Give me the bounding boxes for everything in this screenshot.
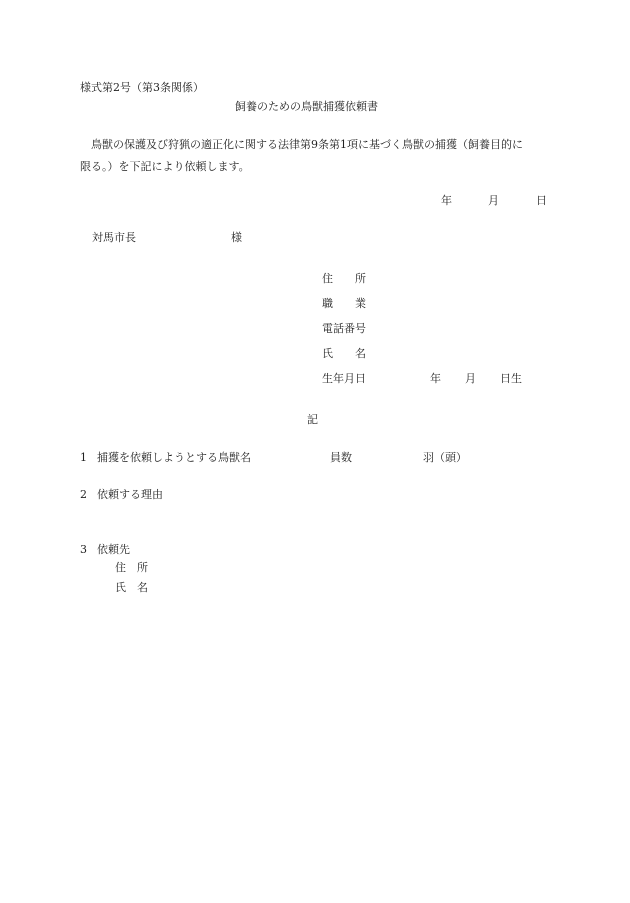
item-2-number: 2 — [80, 488, 87, 501]
item-1-count-label: 員数 — [330, 451, 352, 464]
applicant-birth-year: 年 — [430, 372, 441, 385]
item-2-label: 依頼する理由 — [97, 488, 163, 501]
addressee-honorific: 様 — [231, 231, 242, 244]
item-1-number: 1 — [80, 451, 87, 464]
applicant-birth-day: 日生 — [500, 372, 522, 385]
intro-paragraph — [80, 134, 550, 178]
item-3-label: 依頼先 — [97, 543, 130, 556]
date-month: 月 — [488, 194, 499, 207]
date-day: 日 — [536, 194, 547, 207]
item-1-unit: 羽（頭） — [423, 451, 467, 464]
applicant-birth-month: 月 — [465, 372, 476, 385]
item-3-number: 3 — [80, 543, 87, 556]
item-1-label: 捕獲を依頼しようとする鳥獣名 — [97, 451, 251, 464]
applicant-phone-label: 電話番号 — [322, 322, 366, 335]
applicant-address-label: 住 所 — [322, 272, 366, 285]
date-year: 年 — [441, 194, 452, 207]
applicant-name-label: 氏 名 — [322, 347, 366, 360]
intro-line-2: 限る。）を下記により依頼します。 — [80, 160, 250, 173]
item-3-address-label: 住 所 — [115, 561, 148, 574]
intro-line-1: 鳥獣の保護及び狩猟の適正化に関する法律第9条第1項に基づく鳥獣の捕獲（飼養目的に — [80, 138, 523, 151]
form-number: 様式第2号（第3条関係） — [80, 81, 204, 94]
document-title: 飼養のための鳥獣捕獲依頼書 — [235, 100, 378, 113]
applicant-birth-label: 生年月日 — [322, 372, 366, 385]
addressee-name: 対馬市長 — [92, 231, 136, 244]
applicant-occupation-label: 職 業 — [322, 297, 366, 310]
item-3-name-label: 氏 名 — [115, 581, 148, 594]
ki-heading: 記 — [307, 413, 318, 426]
